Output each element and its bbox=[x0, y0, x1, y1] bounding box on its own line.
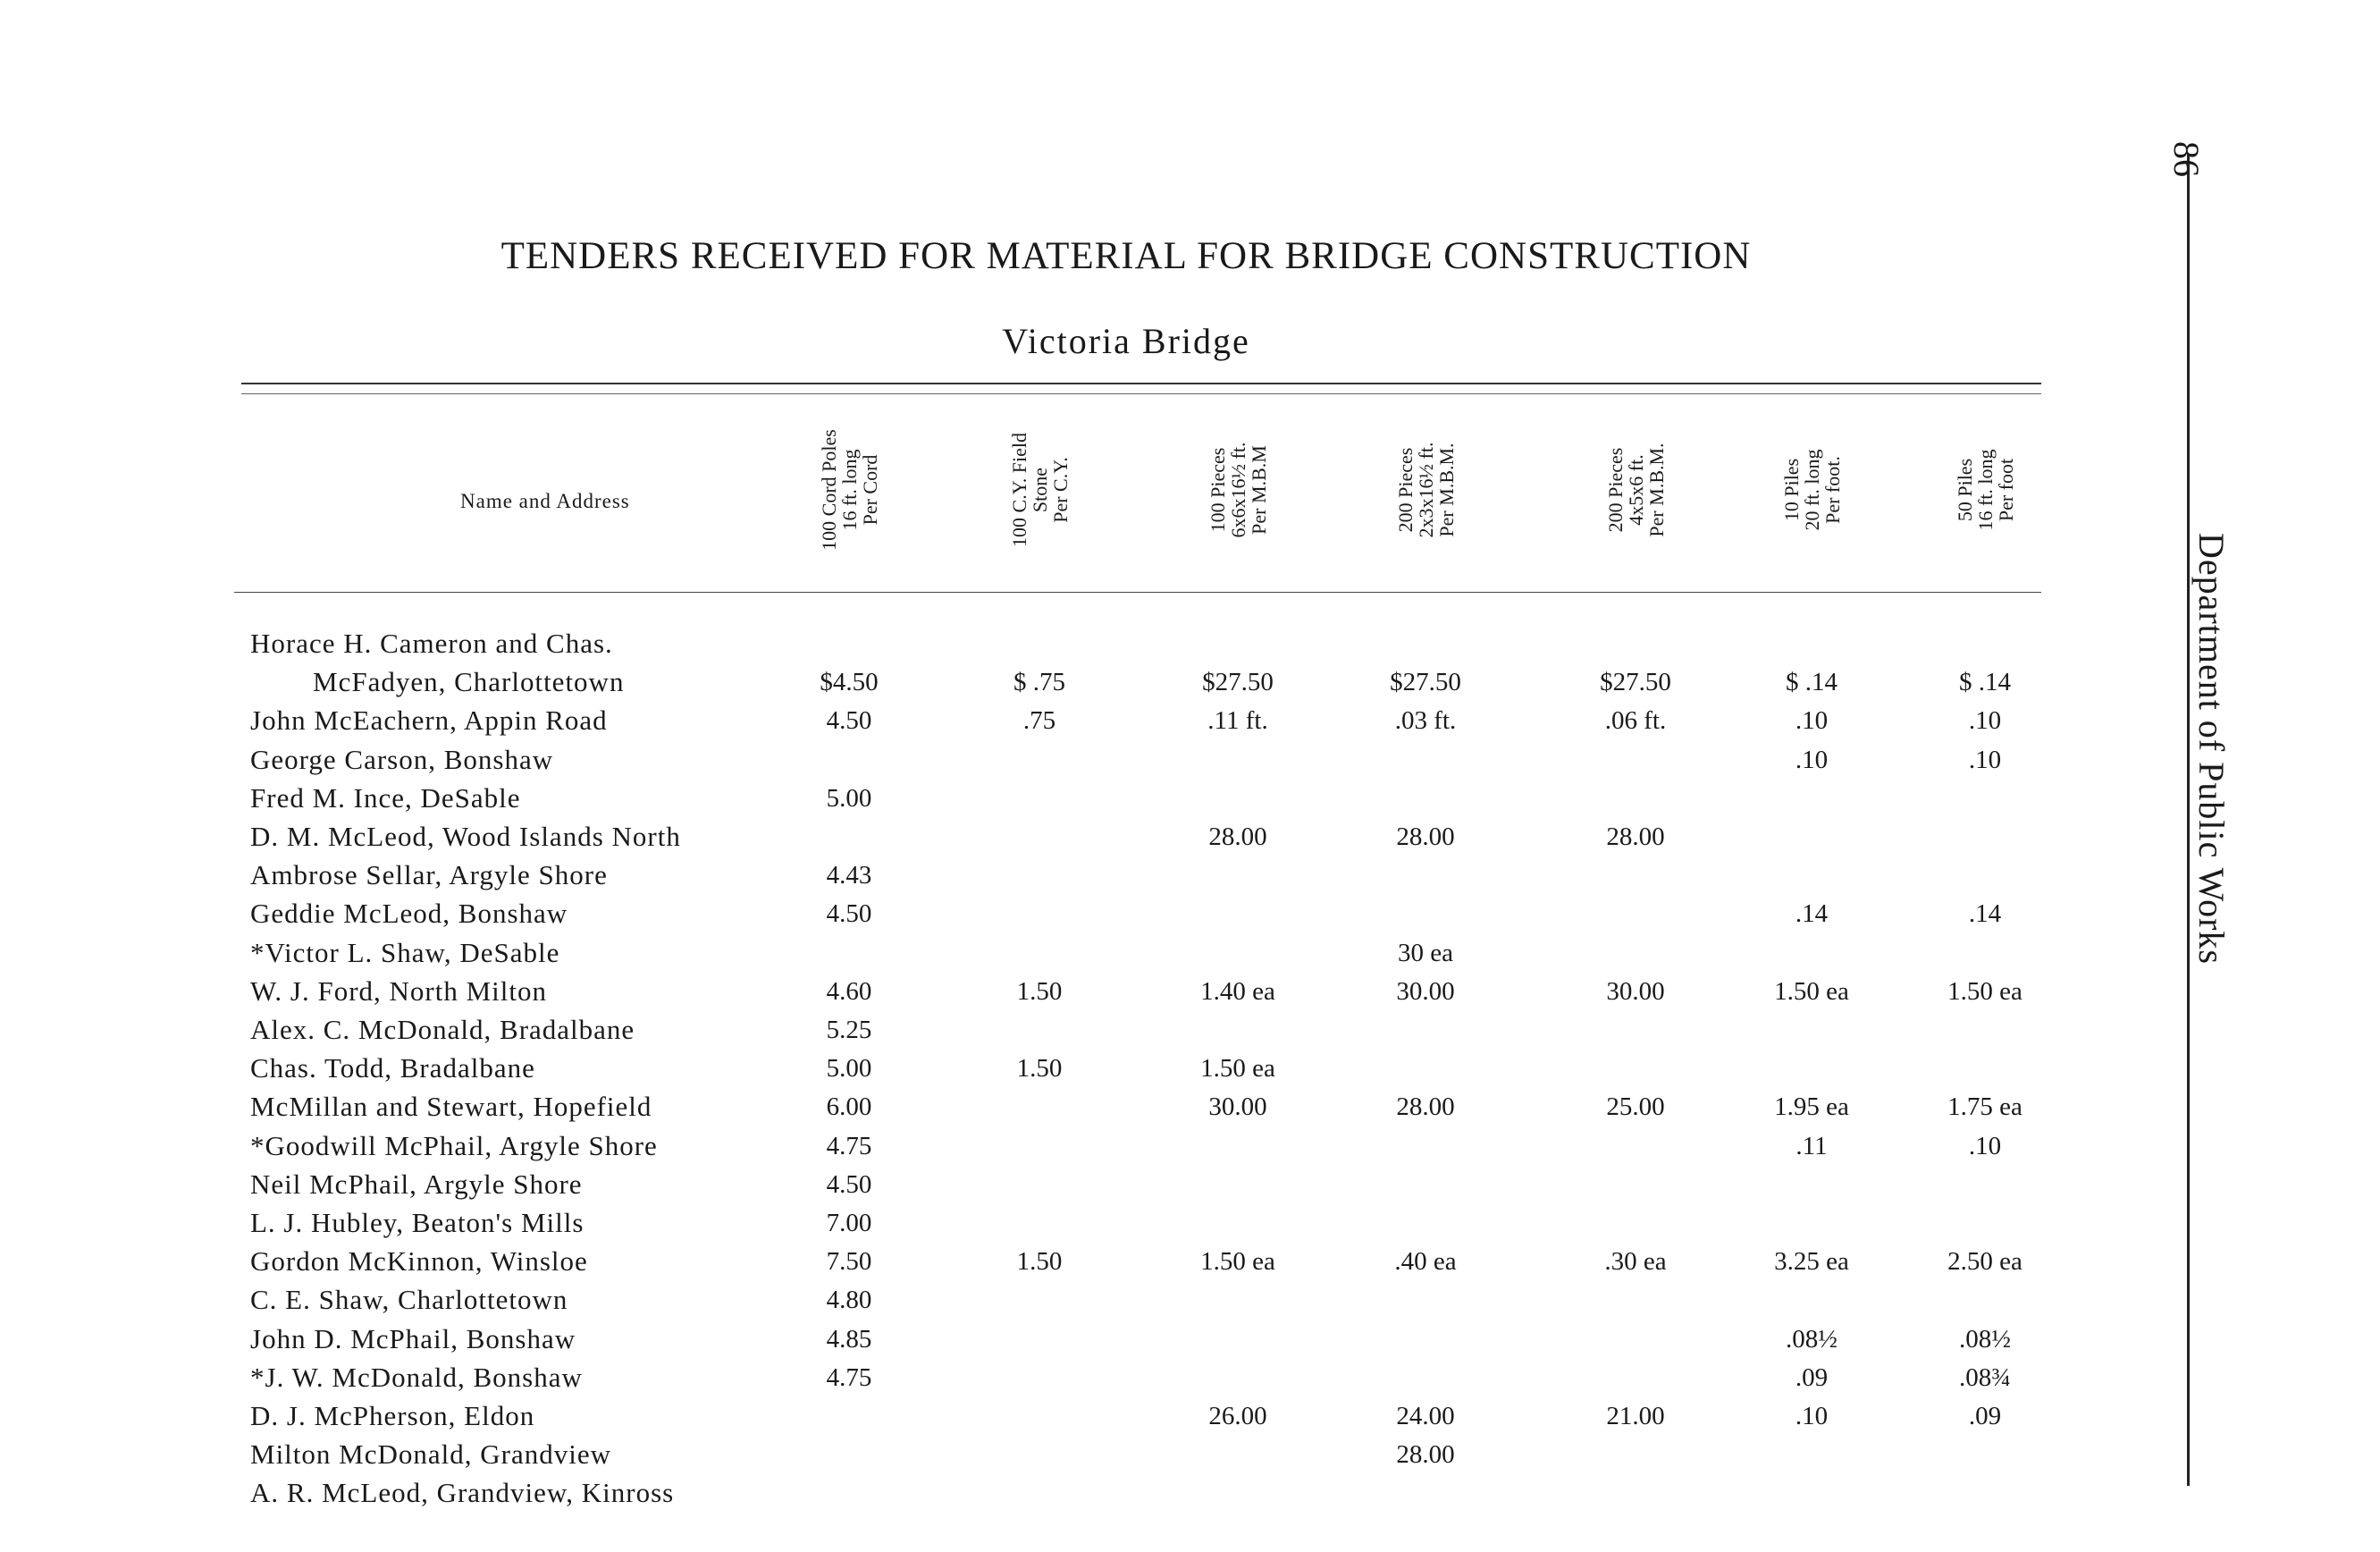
row-value: 1.50 bbox=[1016, 1054, 1063, 1084]
header-bottom-rule bbox=[234, 592, 2041, 593]
row-value: 4.75 bbox=[826, 1362, 872, 1392]
row-value: 28.00 bbox=[1208, 822, 1267, 851]
row-value: 1.95 ea bbox=[1774, 1092, 1849, 1122]
row-value: 5.00 bbox=[826, 783, 872, 813]
row-value: 7.00 bbox=[826, 1209, 872, 1237]
row-value: $ .14 bbox=[1959, 668, 2011, 697]
column-header-line: 100 Pieces bbox=[1206, 447, 1229, 533]
column-header bbox=[1603, 409, 1668, 570]
column-header bbox=[1953, 409, 2017, 570]
row-value: 4.50 bbox=[826, 899, 872, 929]
column-header bbox=[1206, 409, 1270, 570]
row-name: *Victor L. Shaw, DeSable bbox=[250, 936, 560, 968]
page-title: TENDERS RECEIVED FOR MATERIAL FOR BRIDGE CONSTRUCTION bbox=[500, 235, 1752, 277]
row-value: .11 bbox=[1796, 1131, 1828, 1160]
row-value: .14 bbox=[1968, 899, 2002, 929]
row-value: .10 bbox=[1795, 745, 1829, 774]
row-value: .30 ea bbox=[1604, 1247, 1667, 1277]
row-value: 1.50 ea bbox=[1947, 976, 2023, 1006]
column-header bbox=[817, 409, 881, 570]
column-header-line: 20 ft. long bbox=[1800, 449, 1823, 531]
row-value: 1.75 ea bbox=[1947, 1092, 2023, 1122]
row-value: 4.43 bbox=[826, 861, 872, 890]
row-name: C. E. Shaw, Charlottetown bbox=[250, 1284, 568, 1316]
name-column-header: Name and Address bbox=[460, 490, 630, 512]
row-value: 30.00 bbox=[1606, 976, 1665, 1006]
row-value: 3.25 ea bbox=[1774, 1247, 1849, 1277]
column-header-line: Per C.Y. bbox=[1048, 457, 1072, 523]
row-value: .11 ft. bbox=[1207, 706, 1268, 736]
row-name: Milton McDonald, Grandview bbox=[250, 1438, 611, 1471]
row-value: 1.50 bbox=[1016, 976, 1063, 1006]
column-header-line: Per foot. bbox=[1821, 456, 1844, 524]
column-header-line: 200 Pieces bbox=[1393, 447, 1417, 533]
row-value: $27.50 bbox=[1202, 668, 1274, 697]
column-header-line: Per M.B.M. bbox=[1434, 443, 1458, 537]
row-name: Geddie McLeod, Bonshaw bbox=[250, 898, 568, 930]
row-value: 30 ea bbox=[1398, 938, 1453, 967]
row-value: .10 bbox=[1968, 706, 2002, 736]
column-header-line: 16 ft. long bbox=[1973, 449, 1997, 531]
column-header-line: 4x5x6 ft. bbox=[1624, 454, 1647, 526]
row-value: 2.50 ea bbox=[1947, 1247, 2023, 1277]
row-value: .09 bbox=[1968, 1402, 2002, 1430]
row-value: $4.50 bbox=[820, 668, 879, 697]
column-header-line: 100 C.Y. Field bbox=[1007, 433, 1030, 547]
row-name: *Goodwill McPhail, Argyle Shore bbox=[250, 1129, 658, 1161]
row-value: 28.00 bbox=[1396, 1440, 1455, 1470]
column-header-line: 200 Pieces bbox=[1603, 447, 1627, 533]
row-name: Ambrose Sellar, Argyle Shore bbox=[250, 859, 608, 891]
row-value: .06 ft. bbox=[1604, 706, 1667, 736]
row-value: $ .75 bbox=[1013, 668, 1065, 697]
row-value: 28.00 bbox=[1396, 1092, 1455, 1122]
row-value: .14 bbox=[1795, 899, 1829, 929]
row-value: .08¾ bbox=[1959, 1362, 2011, 1392]
column-header-line: Per Cord bbox=[858, 454, 881, 526]
row-value: .03 ft. bbox=[1394, 706, 1457, 736]
row-value: 1.50 bbox=[1016, 1247, 1063, 1277]
row-name: Chas. Todd, Bradalbane bbox=[250, 1052, 535, 1084]
page-number: 86 bbox=[2166, 141, 2207, 177]
row-name: Alex. C. McDonald, Bradalbane bbox=[250, 1014, 635, 1045]
page-subtitle: Victoria Bridge bbox=[1002, 321, 1250, 361]
row-name: A. R. McLeod, Grandview, Kinross bbox=[250, 1477, 675, 1509]
column-header bbox=[1007, 409, 1072, 570]
column-header bbox=[1393, 409, 1458, 570]
row-value: .10 bbox=[1968, 745, 2002, 774]
row-value: 4.80 bbox=[826, 1286, 872, 1315]
row-value: $27.50 bbox=[1600, 668, 1671, 697]
row-value: 7.50 bbox=[826, 1247, 872, 1277]
row-value: .10 bbox=[1795, 1402, 1829, 1430]
row-name: Neil McPhail, Argyle Shore bbox=[250, 1168, 583, 1200]
table-top-rule bbox=[241, 383, 2041, 384]
column-header-line: Per M.B.M. bbox=[1644, 443, 1668, 537]
row-value: 1.40 ea bbox=[1200, 976, 1275, 1006]
row-value: .10 bbox=[1795, 706, 1829, 736]
row-value: 25.00 bbox=[1606, 1092, 1665, 1122]
column-header-line: 2x3x16½ ft. bbox=[1414, 442, 1437, 538]
row-value: 1.50 ea bbox=[1774, 976, 1849, 1006]
row-name: John McEachern, Appin Road bbox=[250, 704, 608, 737]
row-value: $ .14 bbox=[1786, 668, 1838, 697]
row-value: 4.50 bbox=[826, 1169, 872, 1199]
column-header-line: Per M.B.M bbox=[1247, 445, 1270, 535]
column-header-line: 6x6x16½ ft. bbox=[1226, 442, 1249, 538]
column-header-line: 10 Piles bbox=[1779, 458, 1803, 522]
row-value: 28.00 bbox=[1396, 822, 1455, 851]
row-value: 1.50 ea bbox=[1200, 1054, 1275, 1084]
row-value: 4.75 bbox=[826, 1131, 872, 1160]
column-header-line: Per foot bbox=[1994, 458, 2017, 522]
row-value: 24.00 bbox=[1396, 1402, 1455, 1430]
row-value: 26.00 bbox=[1208, 1402, 1267, 1430]
row-value: 6.00 bbox=[826, 1092, 872, 1122]
row-value: .40 ea bbox=[1394, 1247, 1457, 1277]
row-value: 5.25 bbox=[826, 1016, 872, 1044]
row-value: 21.00 bbox=[1606, 1402, 1665, 1430]
row-value: 1.50 ea bbox=[1200, 1247, 1275, 1277]
row-name: Fred M. Ince, DeSable bbox=[250, 781, 521, 814]
row-name: D. J. McPherson, Eldon bbox=[250, 1400, 535, 1431]
row-name: L. J. Hubley, Beaton's Mills bbox=[250, 1207, 584, 1238]
row-name: McMillan and Stewart, Hopefield bbox=[250, 1091, 652, 1123]
row-value: 30.00 bbox=[1396, 976, 1455, 1006]
row-name: D. M. McLeod, Wood Islands North bbox=[250, 821, 681, 852]
row-value: 4.85 bbox=[826, 1324, 872, 1354]
department-side-header: Department of Public Works bbox=[2191, 533, 2232, 966]
row-value: $27.50 bbox=[1390, 668, 1461, 697]
row-name: *J. W. McDonald, Bonshaw bbox=[250, 1361, 583, 1393]
row-value: .10 bbox=[1968, 1131, 2002, 1160]
row-value: .08½ bbox=[1786, 1324, 1838, 1354]
row-value: 4.50 bbox=[826, 706, 872, 736]
row-value: .09 bbox=[1795, 1362, 1829, 1392]
column-header-line: 100 Cord Poles bbox=[817, 429, 840, 551]
row-value: 4.60 bbox=[826, 976, 872, 1006]
column-header-line: Stone bbox=[1028, 467, 1051, 513]
table-top-rule-2 bbox=[241, 393, 2041, 394]
row-name: Horace H. Cameron and Chas. bbox=[250, 628, 613, 659]
column-header-line: 50 Piles bbox=[1953, 458, 1976, 522]
column-header-line: 16 ft. long bbox=[837, 449, 861, 531]
row-value: 30.00 bbox=[1208, 1092, 1267, 1122]
row-name: George Carson, Bonshaw bbox=[250, 743, 554, 775]
row-name: Gordon McKinnon, Winsloe bbox=[250, 1245, 588, 1278]
row-value: .75 bbox=[1022, 706, 1056, 736]
row-name: John D. McPhail, Bonshaw bbox=[250, 1322, 576, 1354]
row-value: .08½ bbox=[1959, 1324, 2011, 1354]
column-header bbox=[1779, 409, 1844, 570]
row-name: W. J. Ford, North Milton bbox=[250, 974, 548, 1007]
row-value: 28.00 bbox=[1606, 822, 1665, 851]
row-name: McFadyen, Charlottetown bbox=[313, 666, 625, 698]
row-value: 5.00 bbox=[826, 1054, 872, 1084]
